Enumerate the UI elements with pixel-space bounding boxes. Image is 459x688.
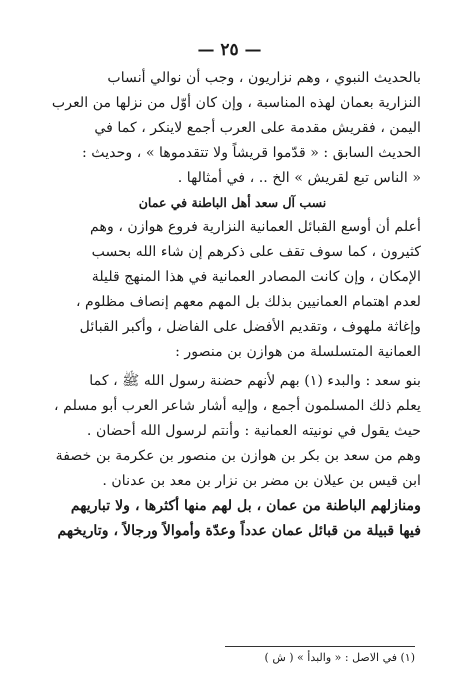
body-line: ومنازلهم الباطنة من عمان ، بل لهم منها أكثرها ، ولا تباريهم: [70, 498, 421, 514]
section-heading: نسب آل سعد أهل الباطنة في عمان: [138, 195, 327, 210]
body-line: بنو سعد : والبدء (١) بهم لأنهم حضنة رسول الله ﷺ ، كما: [89, 373, 421, 389]
body-line: النزارية بعمان لهذه المناسبة ، وإن كان أوّل من نزلها من العرب: [51, 95, 421, 111]
body-line: الحديث السابق : « قدّموا قريشاً ولا تتقدموها » ، وحديث :: [82, 145, 421, 161]
body-line: فيها قبيلة من قبائل عمان عدداً وعدّة وأموالاً ورجالاً ، وتاريخهم: [57, 523, 421, 539]
body-line: بالحديث النبوي ، وهم نزاريون ، وجب أن نوالي أنساب: [107, 70, 421, 86]
body-line: وهم من سعد بن بكر بن هوازن بن منصور بن عكرمة بن خصفة: [55, 448, 421, 464]
footnote: (١) في الاصل : « والبدأ » ( ش ): [264, 651, 415, 664]
body-line: ابن قيس بن عيلان بن مضر بن نزار بن معد بن عدنان .: [102, 473, 421, 489]
body-line: أعلم أن أوسع القبائل العمانية النزارية فروع هوازن ، وهم: [90, 219, 421, 235]
body-line: كثيرون ، كما سوف تقف على ذكرهم إن شاء الله بحسب: [91, 244, 421, 260]
body-line: « الناس تبع لقريش » الخ .. ، في أمثالها .: [177, 170, 421, 186]
body-line: حيث يقول في نونيته العمانية : وأنتم لرسول الله أحضان .: [86, 423, 421, 439]
body-line: العمانية المتسلسلة من هوازن بن منصور :: [175, 344, 421, 360]
page-number: — ٢٥ —: [197, 40, 262, 60]
body-line: لعدم اهتمام العمانيين بذلك بل المهم معهم إنصاف مظلوم ،: [75, 294, 421, 310]
body-line: يعلم ذلك المسلمون أجمع ، وإليه أشار شاعر العرب أبو مسلم ،: [54, 398, 421, 414]
body-line: الإمكان ، وإن كانت المصادر العمانية في هذا المنهج قليلة: [91, 269, 421, 285]
page-body: [44, 66, 421, 544]
body-line: وإغاثة ملهوف ، وتقديم الأفضل على الفاضل ، وأكبر القبائل: [79, 319, 421, 335]
body-line: اليمن ، فقريش مقدمة على العرب أجمع لاينكر ، كما في: [94, 120, 421, 136]
footnote-divider: [225, 646, 415, 647]
